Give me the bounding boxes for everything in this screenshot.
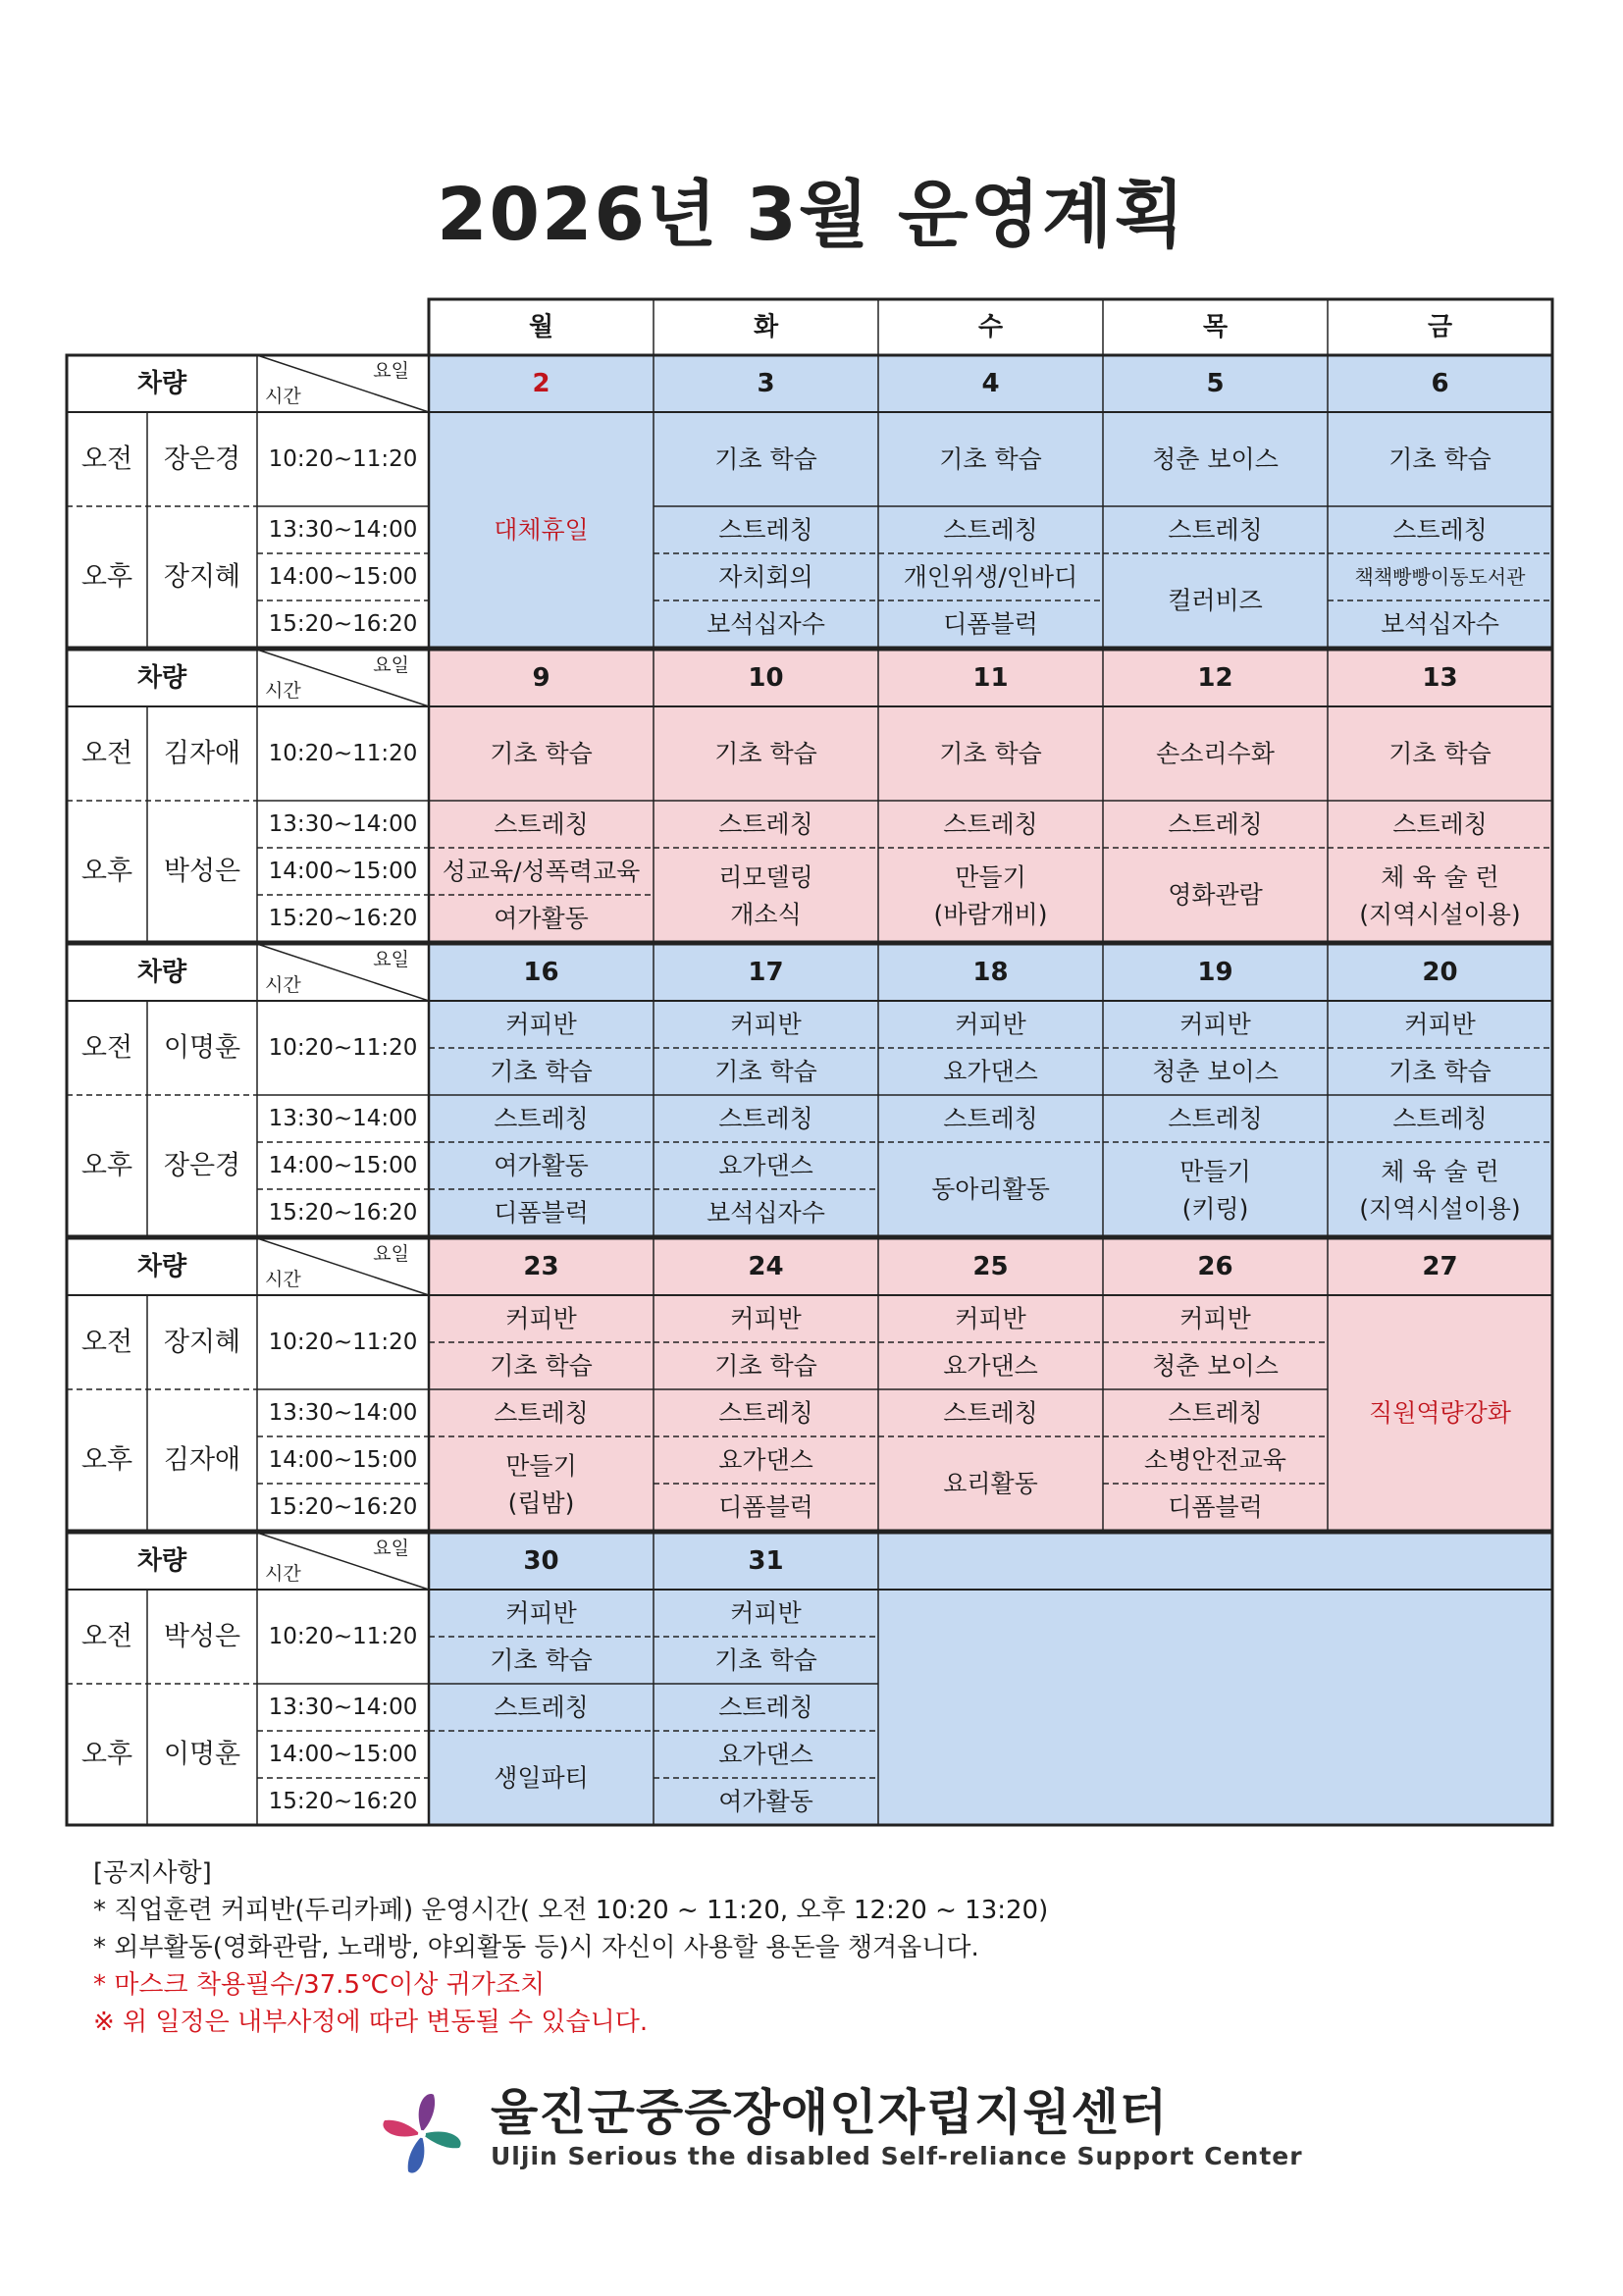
time-label: 시간: [265, 1269, 301, 1290]
activity-label: 커피반: [955, 1304, 1026, 1333]
activity-label: 기초 학습: [714, 1057, 817, 1086]
date-label: 10: [748, 663, 784, 693]
day-label: 요일: [373, 949, 409, 970]
am-driver: 이명훈: [163, 1032, 241, 1064]
time-slot: 13:30~14:00: [268, 1695, 418, 1720]
date-label: 13: [1422, 663, 1458, 693]
activity-label: 요가댄스: [718, 1151, 813, 1180]
activity-label: 커피반: [505, 1598, 577, 1628]
activity-label: 청춘 보이스: [1152, 1057, 1279, 1086]
activity-label: (지역시설이용): [1359, 900, 1521, 929]
activity-label: (바람개비): [933, 900, 1048, 929]
date-label: 2: [532, 369, 550, 398]
date-label: 4: [981, 369, 1000, 398]
date-label: 9: [532, 663, 550, 693]
date-label: 26: [1197, 1252, 1233, 1281]
date-label: 19: [1197, 958, 1233, 987]
day-label: 요일: [373, 1243, 409, 1265]
period-pm: 오후: [80, 856, 133, 887]
period-am: 오전: [80, 444, 133, 475]
activity-label: 리모델링: [718, 862, 813, 892]
vehicle-label: 차량: [136, 1252, 187, 1281]
activity-label: 기초 학습: [490, 739, 593, 768]
time-slot: 14:00~15:00: [268, 1447, 418, 1473]
period-pm: 오후: [80, 1150, 133, 1181]
activity-label: 기초 학습: [490, 1351, 593, 1381]
date-label: 12: [1197, 663, 1233, 693]
activity-label: 스트레칭: [718, 809, 813, 839]
pm-driver: 이명훈: [163, 1739, 241, 1770]
time-slot: 13:30~14:00: [268, 811, 418, 837]
activity-label: 생일파티: [494, 1763, 589, 1793]
time-slot: 10:20~11:20: [268, 1330, 418, 1355]
time-slot: 15:20~16:20: [268, 611, 418, 637]
time-label: 시간: [265, 1563, 301, 1585]
am-driver: 장은경: [163, 444, 241, 475]
activity-label: 스트레칭: [1168, 809, 1263, 839]
activity-label: 기초 학습: [714, 1645, 817, 1675]
activity-label: 보석십자수: [707, 609, 825, 639]
date-label: 23: [523, 1252, 559, 1281]
time-slot: 13:30~14:00: [268, 1400, 418, 1426]
date-label: 18: [972, 958, 1009, 987]
time-label: 시간: [265, 680, 301, 702]
date-label: 5: [1206, 369, 1225, 398]
pm-driver: 장지혜: [163, 561, 241, 593]
activity-label: 대체휴일: [494, 515, 589, 545]
date-label: 31: [748, 1546, 784, 1576]
activity-label: 여가활동: [494, 1151, 589, 1180]
activity-label: 만들기: [955, 862, 1026, 892]
activity-label: (키링): [1181, 1194, 1249, 1224]
weekday-label: 월: [528, 312, 554, 342]
page-title: 2026년 3월 운영계획: [437, 173, 1186, 257]
am-driver: 박성은: [163, 1621, 241, 1652]
vehicle-label: 차량: [136, 369, 187, 398]
weekday-label: 목: [1202, 312, 1229, 342]
notice-line: [공지사항]: [93, 1858, 212, 1888]
activity-label: 기초 학습: [1388, 444, 1492, 474]
notice-line: * 외부활동(영화관람, 노래방, 야외활동 등)시 자신이 사용할 용돈을 챙겨옵니다.: [93, 1933, 979, 1962]
activity-label: 기초 학습: [490, 1057, 593, 1086]
activity-label: 컬러비즈: [1168, 586, 1263, 615]
activity-label: 스트레칭: [1392, 1104, 1488, 1133]
period-pm: 오후: [80, 1739, 133, 1770]
activity-label: 커피반: [955, 1010, 1026, 1039]
activity-label: 개소식: [730, 900, 802, 929]
date-label: 30: [523, 1546, 559, 1576]
empty-block: [878, 1533, 1552, 1825]
activity-label: 기초 학습: [1388, 739, 1492, 768]
activity-label: (지역시설이용): [1359, 1194, 1521, 1224]
activity-label: 스트레칭: [1168, 1398, 1263, 1428]
date-label: 6: [1431, 369, 1449, 398]
activity-label: 요가댄스: [943, 1351, 1038, 1381]
activity-label: 요가댄스: [718, 1445, 813, 1475]
time-slot: 13:30~14:00: [268, 517, 418, 543]
activity-label: 기초 학습: [490, 1645, 593, 1675]
time-slot: 15:20~16:20: [268, 1789, 418, 1814]
pm-driver: 김자애: [163, 1444, 241, 1476]
activity-label: 커피반: [730, 1010, 802, 1039]
activity-label: 커피반: [505, 1304, 577, 1333]
date-label: 11: [972, 663, 1009, 693]
day-label: 요일: [373, 360, 409, 382]
activity-label: 보석십자수: [1381, 609, 1499, 639]
activity-label: 스트레칭: [943, 1104, 1038, 1133]
period-pm: 오후: [80, 561, 133, 593]
activity-label: 스트레칭: [718, 1693, 813, 1722]
day-label: 요일: [373, 1538, 409, 1559]
activity-label: 요가댄스: [718, 1740, 813, 1769]
org-name: 울진군중증장애인자립지원센터: [491, 2084, 1169, 2141]
activity-label: 스트레칭: [1168, 515, 1263, 545]
time-slot: 10:20~11:20: [268, 1624, 418, 1649]
activity-label: 디폼블럭: [718, 1492, 813, 1522]
activity-label: 보석십자수: [707, 1198, 825, 1227]
period-am: 오전: [80, 738, 133, 769]
pm-driver: 장은경: [163, 1150, 241, 1181]
activity-label: 기초 학습: [939, 739, 1042, 768]
time-slot: 13:30~14:00: [268, 1106, 418, 1131]
date-label: 24: [748, 1252, 784, 1281]
am-driver: 김자애: [163, 738, 241, 769]
time-slot: 10:20~11:20: [268, 1035, 418, 1061]
activity-label: 성교육/성폭력교육: [442, 857, 641, 886]
activity-label: 직원역량강화: [1369, 1398, 1511, 1428]
activity-label: 여가활동: [718, 1787, 813, 1816]
date-label: 20: [1422, 958, 1458, 987]
notice-line: * 마스크 착용필수/37.5℃이상 귀가조치: [93, 1970, 546, 2000]
date-label: 16: [523, 958, 559, 987]
vehicle-label: 차량: [136, 1546, 187, 1576]
activity-label: 스트레칭: [494, 1398, 589, 1428]
org-name-english: Uljin Serious the disabled Self-reliance Support Center: [491, 2142, 1303, 2170]
activity-label: 커피반: [730, 1598, 802, 1628]
activity-label: (립밤): [507, 1488, 575, 1518]
activity-label: 스트레칭: [718, 1398, 813, 1428]
activity-label: 스트레칭: [1392, 809, 1488, 839]
vehicle-label: 차량: [136, 958, 187, 987]
activity-label: 기초 학습: [714, 444, 817, 474]
activity-label: 스트레칭: [943, 1398, 1038, 1428]
time-slot: 14:00~15:00: [268, 1742, 418, 1767]
activity-label: 커피반: [730, 1304, 802, 1333]
time-label: 시간: [265, 386, 301, 407]
day-label: 요일: [373, 654, 409, 676]
activity-label: 요가댄스: [943, 1057, 1038, 1086]
activity-label: 책책빵빵이동도서관: [1354, 565, 1526, 589]
pm-driver: 박성은: [163, 856, 241, 887]
date-label: 3: [757, 369, 775, 398]
activity-label: 커피반: [1179, 1304, 1251, 1333]
activity-label: 체 육 술 런: [1381, 1157, 1499, 1186]
center-logo-icon: [373, 2085, 471, 2183]
period-am: 오전: [80, 1621, 133, 1652]
vehicle-label: 차량: [136, 663, 187, 693]
time-slot: 10:20~11:20: [268, 446, 418, 472]
activity-label: 스트레칭: [1392, 515, 1488, 545]
activity-label: 스트레칭: [718, 1104, 813, 1133]
activity-label: 기초 학습: [1388, 1057, 1492, 1086]
activity-label: 커피반: [1179, 1010, 1251, 1039]
activity-label: 청춘 보이스: [1152, 1351, 1279, 1381]
time-slot: 15:20~16:20: [268, 906, 418, 931]
activity-label: 스트레칭: [494, 1693, 589, 1722]
period-am: 오전: [80, 1327, 133, 1358]
activity-label: 요리활동: [943, 1469, 1038, 1498]
period-am: 오전: [80, 1032, 133, 1064]
activity-label: 체 육 술 런: [1381, 862, 1499, 892]
time-slot: 14:00~15:00: [268, 564, 418, 590]
activity-label: 동아리활동: [931, 1174, 1050, 1204]
activity-label: 개인위생/인바디: [903, 562, 1078, 592]
time-slot: 10:20~11:20: [268, 741, 418, 766]
time-slot: 14:00~15:00: [268, 859, 418, 884]
activity-label: 자치회의: [718, 562, 813, 592]
activity-label: 기초 학습: [714, 739, 817, 768]
activity-label: 스트레칭: [943, 809, 1038, 839]
activity-label: 디폼블럭: [494, 1198, 589, 1227]
week-background: [429, 355, 1552, 648]
activity-label: 스트레칭: [494, 1104, 589, 1133]
activity-label: 여가활동: [494, 904, 589, 933]
activity-label: 만들기: [1179, 1157, 1251, 1186]
date-label: 25: [972, 1252, 1009, 1281]
activity-label: 손소리수화: [1156, 739, 1275, 768]
period-pm: 오후: [80, 1444, 133, 1476]
activity-label: 스트레칭: [1168, 1104, 1263, 1133]
time-slot: 14:00~15:00: [268, 1153, 418, 1178]
am-driver: 장지혜: [163, 1327, 241, 1358]
notice-section: [93, 1854, 1048, 2041]
date-label: 27: [1422, 1252, 1458, 1281]
notice-line: * 직업훈련 커피반(두리카페) 운영시간( 오전 10:20 ~ 11:20, 오후 12:20 ~ 13:20): [93, 1896, 1049, 1925]
weekday-label: 화: [753, 312, 779, 342]
notice-line: ※ 위 일정은 내부사정에 따라 변동될 수 있습니다.: [93, 2008, 649, 2037]
activity-label: 기초 학습: [714, 1351, 817, 1381]
activity-label: 만들기: [505, 1451, 577, 1481]
activity-label: 영화관람: [1168, 880, 1263, 910]
activity-label: 스트레칭: [494, 809, 589, 839]
time-label: 시간: [265, 974, 301, 996]
weekday-label: 금: [1427, 312, 1453, 342]
activity-label: 기초 학습: [939, 444, 1042, 474]
footer-logo: [373, 2065, 1303, 2193]
activity-label: 청춘 보이스: [1152, 444, 1279, 474]
activity-label: 스트레칭: [943, 515, 1038, 545]
date-label: 17: [748, 958, 784, 987]
activity-label: 디폼블럭: [1168, 1492, 1263, 1522]
activity-label: 디폼블럭: [943, 609, 1038, 639]
week-background: [429, 650, 1552, 942]
activity-label: 커피반: [1404, 1010, 1476, 1039]
activity-label: 커피반: [505, 1010, 577, 1039]
weekday-label: 수: [977, 312, 1004, 342]
time-slot: 15:20~16:20: [268, 1200, 418, 1226]
activity-label: 스트레칭: [718, 515, 813, 545]
activity-label: 소병안전교육: [1144, 1445, 1286, 1475]
time-slot: 15:20~16:20: [268, 1494, 418, 1520]
